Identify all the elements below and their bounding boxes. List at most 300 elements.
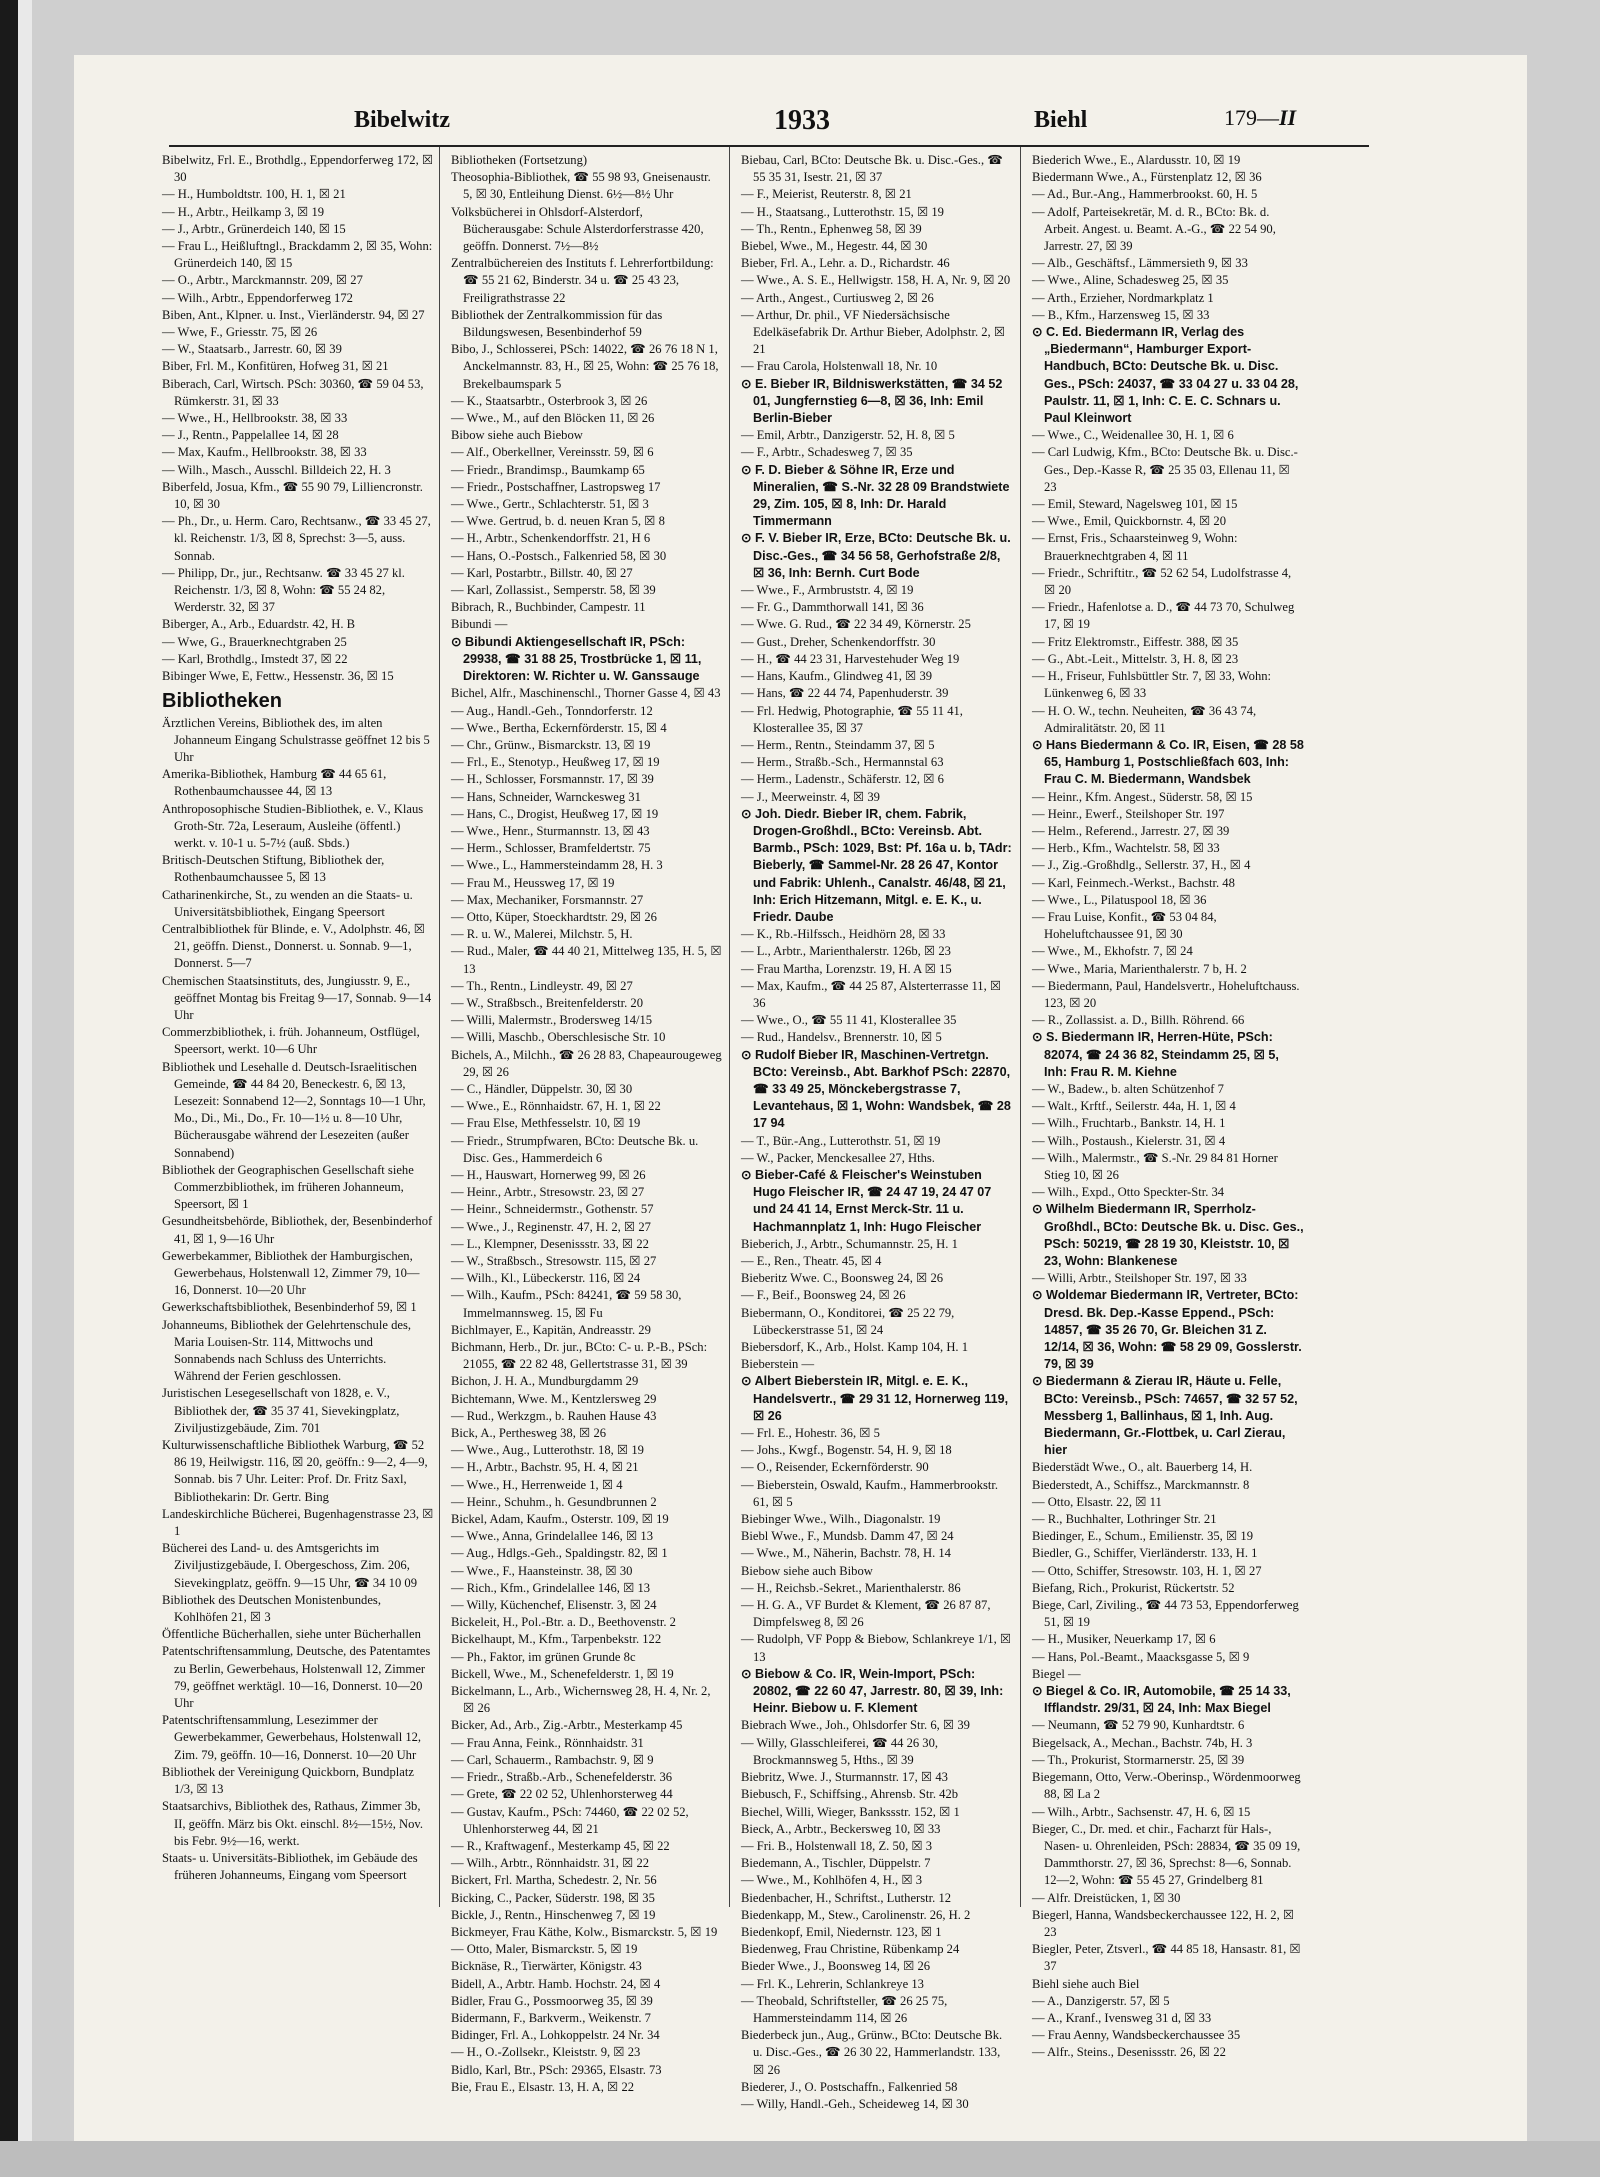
directory-entry: — Th., Rentn., Ephenweg 58, ☒ 39 — [741, 221, 922, 236]
directory-entry: — Frl. K., Lehrerin, Schlankreye 13 — [741, 1976, 924, 1991]
scan-edge-light — [18, 0, 32, 2177]
firm-entry: ⊙ Biegel & Co. IR, Automobile, ☎ 25 14 33, Ifflandstr. 29/31, ☒ 24, Inh: Max Biegel — [1032, 1684, 1291, 1716]
page-number-main: 179— — [1224, 105, 1279, 130]
directory-entry: Biedermann Wwe., A., Fürstenplatz 12, ☒ 36 — [1032, 170, 1262, 185]
directory-entry: — Frau Aenny, Wandsbeckerchaussee 35 — [1032, 2028, 1241, 2043]
directory-entry: — H., ☎ 44 23 31, Harvestehuder Weg 19 — [741, 651, 960, 666]
directory-entry: — Wwe., E., Rönnhaidstr. 67, H. 1, ☒ 22 — [451, 1099, 661, 1114]
directory-entry: — Ad., Bur.-Ang., Hammerbrookst. 60, H. 5 — [1032, 187, 1258, 202]
directory-entry: — Arth., Angest., Curtiusweg 2, ☒ 26 — [741, 290, 934, 305]
directory-entry: Bicker, Ad., Arb., Zig.-Arbtr., Mesterkamp 45 — [451, 1718, 683, 1733]
directory-entry: — J., Arbtr., Grünerdeich 140, ☒ 15 — [162, 221, 346, 236]
directory-entry: — Herm., Ladenstr., Schäferstr. 12, ☒ 6 — [741, 772, 944, 787]
firm-entry: ⊙ Biebow & Co. IR, Wein-Import, PSch: 20802, ☎ 22 60 47, Jarrestr. 80, ☒ 39, Inh: Heinr. Biebow u. F. Klement — [741, 1666, 1004, 1716]
directory-entry: — Ernst, Fris., Schaarsteinweg 9, Wohn: Brauerknechtgraben 4, ☒ 11 — [1032, 531, 1238, 563]
directory-entry: — Heinr., Ewerf., Steilshoper Str. 197 — [1032, 806, 1225, 821]
directory-entry: Bickert, Frl. Martha, Schedestr. 2, Nr. 56 — [451, 1873, 657, 1888]
directory-entry: Bibliothek des Deutschen Monistenbundes, Kohlhöfen 21, ☒ 3 — [162, 1592, 381, 1625]
directory-entry: Bibelwitz, Frl. E., Brothdlg., Eppendorferweg 172, ☒ 30 — [162, 153, 434, 185]
directory-entry: — W., Packer, Menckesallee 27, Hths. — [741, 1150, 935, 1165]
directory-entry: — Wwe., J., Reginenstr. 47, H. 2, ☒ 27 — [451, 1219, 651, 1234]
directory-entry: Gewerbekammer, Bibliothek der Hamburgischen, Gewerbehaus, Holstenwall 12, Zimmer 79, 10—16, Donnerst. 10—20 Uhr — [162, 1248, 420, 1298]
directory-entry: — Willy, Glasschleiferei, ☎ 44 26 30, Brockmannsweg 5, Hths., ☒ 39 — [741, 1735, 939, 1767]
directory-entry: Britisch-Deutschen Stiftung, Bibliothek der, Rothenbaumchaussee 5, ☒ 13 — [162, 853, 385, 885]
directory-entry: — Adolf, Parteisekretär, M. d. R., BCto: Bk. d. Arbeit. Angest. u. Beamt. A.-G., ☎ 22 54 90, Jarrestr. 27, ☒ 39 — [1032, 204, 1276, 254]
directory-entry: — H., Arbtr., Heilkamp 3, ☒ 19 — [162, 204, 325, 219]
directory-entry: Bickmeyer, Frau Käthe, Kolw., Bismarckstr. 5, ☒ 19 — [451, 1924, 718, 1939]
directory-entry: — H., Arbtr., Bachstr. 95, H. 4, ☒ 21 — [451, 1460, 639, 1475]
directory-entry: Biedler, G., Schiffer, Vierländerstr. 133, H. 1 — [1032, 1546, 1258, 1561]
directory-entry: — Emil, Steward, Nagelsweg 101, ☒ 15 — [1032, 497, 1238, 512]
directory-entry: Biedenkopf, Emil, Niedernstr. 123, ☒ 1 — [741, 1924, 942, 1939]
directory-entry: — Herm., Straßb.-Sch., Hermannstal 63 — [741, 755, 944, 770]
directory-entry: — Willi, Malermstr., Brodersweg 14/15 — [451, 1013, 653, 1028]
directory-entry: — Herb., Kfm., Wachtelstr. 58, ☒ 33 — [1032, 841, 1220, 856]
directory-entry: — Fr. G., Dammthorwall 141, ☒ 36 — [741, 600, 924, 615]
directory-entry: Staats- u. Universitäts-Bibliothek, im Gebäude des früheren Johanneums, Eingang vom Speersort — [162, 1850, 418, 1883]
directory-entry: — L., Klempner, Desenissstr. 33, ☒ 22 — [451, 1236, 649, 1251]
firm-entry: ⊙ Wilhelm Biedermann IR, Sperrholz-Großhdl., BCto: Deutsche Bk. u. Disc. Ges., PSch: 50219, ☎ 28 19 30, Kleiststr. 10, ☒ 23, Wohn: Blankenese — [1032, 1202, 1304, 1268]
directory-entry: Biederich Wwe., E., Alardusstr. 10, ☒ 19 — [1032, 153, 1241, 167]
directory-entry: — Rud., Handelsv., Brennerstr. 10, ☒ 5 — [741, 1030, 942, 1045]
directory-entry: — Hans, C., Drogist, Heußweg 17, ☒ 19 — [451, 806, 659, 821]
directory-entry: — Ph., Dr., u. Herm. Caro, Rechtsanw., ☎ 33 45 27, kl. Reichenstr. 1/3, ☒ 8, Sprechst: 3—5, auss. Sonnab. — [162, 514, 431, 563]
directory-entry: Bichlmayer, E., Kapitän, Andreasstr. 29 — [451, 1322, 651, 1337]
directory-entry: — Wilh., Postaush., Kielerstr. 31, ☒ 4 — [1032, 1133, 1226, 1148]
header-year: 1933 — [774, 105, 830, 136]
directory-entry: Bücherei des Land- u. des Amtsgerichts im Ziviljustizgebäude, I. Obergeschoss, Zim. 206, Sievekingplatz, geöffn. 9—15 Uhr, ☎ 34 10 09 — [162, 1541, 418, 1590]
directory-entry: — H., Schlosser, Forsmannstr. 17, ☒ 39 — [451, 772, 654, 787]
firm-entry: ⊙ Rudolf Bieber IR, Maschinen-Vertretgn. BCto: Vereinsb., Abt. Barkhof PSch: 22870, ☎ 33 49 25, Mönckebergstrasse 7, Levantehaus, ☒ 1, Wohn: Wandsbek, ☎ 28 17 94 — [741, 1047, 1011, 1131]
directory-entry: — Otto, Maler, Bismarckstr. 5, ☒ 19 — [451, 1942, 638, 1957]
directory-entry: Bibliotheken (Fortsetzung) — [451, 153, 588, 167]
directory-entry: — Frl. Hedwig, Photographie, ☎ 55 11 41, Klosterallee 35, ☒ 37 — [741, 703, 963, 735]
directory-entry: — Bieberstein, Oswald, Kaufm., Hammerbrookstr. 61, ☒ 5 — [741, 1477, 999, 1509]
directory-entry: — Frl., E., Stenotyp., Heußweg 17, ☒ 19 — [451, 755, 660, 770]
firm-entry: ⊙ C. Ed. Biedermann IR, Verlag des „Biedermann“, Hamburger Export-Handbuch, BCto: Deutsche Bk. u. Disc. Ges., PSch: 24037, ☎ 33 04 27 u. 33 04 28, Paulstr. 11, ☒ 1, Inh: C. E. C. Schnars u. Paul Kleinwort — [1032, 325, 1299, 426]
directory-entry: Commerzbibliothek, i. früh. Johanneum, Ostflügel, Speersort, werkt. 10—6 Uhr — [162, 1025, 420, 1057]
firm-entry: ⊙ Albert Bieberstein IR, Mitgl. e. E. K., Handelsvertr., ☎ 29 31 12, Hornerweg 119, ☒ 26 — [741, 1374, 1009, 1423]
directory-entry: Öffentliche Bücherhallen, siehe unter Bücherhallen — [162, 1627, 421, 1642]
directory-entry: — J., Zig.-Großhdlg., Sellerstr. 37, H., ☒ 4 — [1032, 858, 1251, 873]
directory-entry: — Wwe., Aline, Schadesweg 25, ☒ 35 — [1032, 273, 1229, 288]
firm-entry: ⊙ F. D. Bieber & Söhne IR, Erze und Mineralien, ☎ S.-Nr. 32 28 09 Brandstwiete 29, Zim. 105, ☒ 8, Inh: Dr. Harald Timmermann — [741, 462, 1010, 529]
firm-entry: ⊙ Joh. Diedr. Bieber IR, chem. Fabrik, Drogen-Großhdl., BCto: Vereinsb. Abt. Barmb., PSch: 1029, Bst: Pf. 16a u. b, TAdr: Bieberly, ☎ Sammel-Nr. 28 26 47, Kontor und Fabrik: Uhlenh., Canalstr. 46/48, ☒ 21, Inh: Erich Hitzemann, Mitgl. e. E. K., u. Friedr. Daube — [741, 806, 1012, 924]
directory-entry: — Wilh., Kl., Lübeckerstr. 116, ☒ 24 — [451, 1271, 641, 1286]
directory-entry: — Wwe., F., Armbruststr. 4, ☒ 19 — [741, 583, 914, 598]
directory-entry: Biederstädt Wwe., O., alt. Bauerberg 14, H. — [1032, 1460, 1253, 1475]
directory-entry: — R., Zollassist. a. D., Billh. Röhrend. 66 — [1032, 1013, 1245, 1028]
directory-entry: Biedinger, E., Schum., Emilienstr. 35, ☒ 19 — [1032, 1529, 1254, 1544]
directory-entry: Ärztlichen Vereins, Bibliothek des, im alten Johanneum Eingang Schulstrasse geöffnet 12 bis 5 Uhr — [162, 715, 430, 764]
directory-entry: — Wwe., F., Haansteinstr. 38, ☒ 30 — [451, 1563, 633, 1578]
directory-entry: — Wwe., Aug., Lutterothstr. 18, ☒ 19 — [451, 1443, 644, 1458]
directory-entry: Biben, Ant., Klpner. u. Inst., Vierländerstr. 94, ☒ 27 — [162, 307, 425, 322]
directory-entry: Biedemann, A., Tischler, Düppelstr. 7 — [741, 1856, 931, 1871]
directory-entry: Biebrach Wwe., Joh., Ohlsdorfer Str. 6, ☒ 39 — [741, 1718, 970, 1733]
directory-entry: — Wwe. G. Rud., ☎ 22 34 49, Körnerstr. 25 — [741, 617, 971, 632]
directory-entry: Biebusch, F., Schiffsing., Ahrensb. Str. 42b — [741, 1787, 959, 1802]
directory-entry: — Wwe., Bertha, Eckernförderstr. 15, ☒ 4 — [451, 720, 667, 735]
directory-entry: Catharinenkirche, St., zu wenden an die Staats- u. Universitätsbibliothek, Eingang Speersort — [162, 887, 413, 919]
directory-entry: Biebel, Wwe., M., Hegestr. 44, ☒ 30 — [741, 239, 928, 254]
directory-entry: — Herm., Rentn., Steindamm 37, ☒ 5 — [741, 737, 935, 752]
directory-entry: — Friedr., Schriftitr., ☎ 52 62 54, Ludolfstrasse 4, ☒ 20 — [1032, 565, 1292, 598]
directory-entry: — Johs., Kwgf., Bogenstr. 54, H. 9, ☒ 18 — [741, 1443, 952, 1458]
firm-entry: ⊙ Bieber-Café & Fleischer's Weinstuben Hugo Fleischer IR, ☎ 24 47 19, 24 47 07 und 24 41 14, Ernst Merck-Str. 11 u. Hachmannplatz 1, Inh: Hugo Fleischer — [741, 1167, 992, 1234]
directory-entry: — Helm., Referend., Jarrestr. 27, ☒ 39 — [1032, 823, 1230, 838]
directory-entry: — Wilh., Fruchtarb., Bankstr. 14, H. 1 — [1032, 1116, 1226, 1131]
directory-entry: — Hans, O.-Postsch., Falkenried 58, ☒ 30 — [451, 548, 667, 563]
directory-entry: — Wwe., Henr., Sturmannstr. 13, ☒ 43 — [451, 823, 650, 838]
page-number-suffix: II — [1279, 105, 1297, 130]
directory-entry: — Willi, Arbtr., Steilshoper Str. 197, ☒ 33 — [1032, 1271, 1247, 1286]
directory-entry: — F., Arbtr., Schadesweg 7, ☒ 35 — [741, 445, 913, 460]
directory-entry: — O., Arbtr., Marckmannstr. 209, ☒ 27 — [162, 273, 363, 288]
directory-entry: Chemischen Staatsinstituts, des, Jungiusstr. 9, E., geöffnet Montag bis Freitag 9—17, Sonnab. 9—14 Uhr — [162, 973, 432, 1022]
directory-entry: — Th., Prokurist, Stormarnerstr. 25, ☒ 39 — [1032, 1752, 1245, 1767]
directory-entry: — Carl, Schauerm., Rambachstr. 9, ☒ 9 — [451, 1752, 654, 1767]
directory-entry: — Max, Kaufm., ☎ 44 25 87, Alsterterrasse 11, ☒ 36 — [741, 978, 1002, 1010]
directory-entry: — Wilh., Malermstr., ☎ S.-Nr. 29 84 81 Horner Stieg 10, ☒ 26 — [1032, 1150, 1278, 1182]
directory-entry: — Wwe., A. S. E., Hellwigstr. 158, H. A, Nr. 9, ☒ 20 — [741, 273, 1011, 288]
directory-entry: Bickelhaupt, M., Kfm., Tarpenbekstr. 122 — [451, 1632, 662, 1647]
directory-entry: Theosophia-Bibliothek, ☎ 55 98 93, Gneisenaustr. 5, ☒ 30, Entleihung Dienst. 6½—8½ Uhr — [451, 170, 711, 202]
directory-entry: Biegelsack, A., Mechan., Bachstr. 74b, H. 3 — [1032, 1735, 1253, 1750]
directory-entry: Biber, Frl. M., Konfitüren, Hofweg 31, ☒ 21 — [162, 359, 389, 374]
directory-entry: — Friedr., Straßb.-Arb., Schenefelderstr. 36 — [451, 1770, 673, 1785]
directory-entry: — R., Buchhalter, Lothringer Str. 21 — [1032, 1512, 1217, 1527]
directory-entry: Bichel, Alfr., Maschinenschl., Thorner Gasse 4, ☒ 43 — [451, 686, 721, 701]
directory-entry: Biechel, Willi, Wieger, Bankssstr. 152, ☒ 1 — [741, 1804, 960, 1819]
directory-entry: — Frau Martha, Lorenzstr. 19, H. A ☒ 15 — [741, 961, 952, 976]
directory-entry: — H. O. W., techn. Neuheiten, ☎ 36 43 74, Admiralitätstr. 20, ☒ 11 — [1032, 703, 1257, 735]
directory-entry: Biederer, J., O. Postschaffn., Falkenried 58 — [741, 2079, 958, 2094]
directory-entry: — Emil, Arbtr., Danzigerstr. 52, H. 8, ☒ 5 — [741, 428, 955, 443]
header-right-name: Biehl — [1034, 107, 1088, 133]
firm-entry: ⊙ F. V. Bieber IR, Erze, BCto: Deutsche Bk. u. Disc.-Ges., ☎ 34 56 58, Gerhofstraße 2/8, ☒ 36, Inh: Bernh. Curt Bode — [741, 531, 1011, 580]
directory-entry: Biegler, Peter, Ztsverl., ☎ 44 85 18, Hansastr. 81, ☒ 37 — [1032, 1942, 1301, 1974]
directory-entry: Biederstedt, A., Schiffsz., Marckmannstr. 8 — [1032, 1477, 1250, 1492]
column-separator — [439, 147, 440, 1907]
directory-entry: — Friedr., Brandimsp., Baumkamp 65 — [451, 462, 645, 477]
directory-entry: — Frau Else, Methfesselstr. 10, ☒ 19 — [451, 1116, 641, 1131]
directory-entry: — Arth., Erzieher, Nordmarkplatz 1 — [1032, 290, 1214, 305]
directory-entry: — H., Hauswart, Hornerweg 99, ☒ 26 — [451, 1167, 646, 1182]
directory-entry: — H., Humboldtstr. 100, H. 1, ☒ 21 — [162, 187, 346, 202]
directory-entry: — Otto, Schiffer, Stresowstr. 103, H. 1, ☒ 27 — [1032, 1563, 1262, 1578]
directory-entry: — Wwe., M., Kohlhöfen 4, H., ☒ 3 — [741, 1873, 923, 1888]
directory-entry: — Hans, Schneider, Warnckesweg 31 — [451, 789, 641, 804]
directory-entry: — Karl, Postarbtr., Billstr. 40, ☒ 27 — [451, 565, 633, 580]
column-separator — [1020, 147, 1021, 1907]
directory-entry: Biedenbacher, H., Schriftst., Lutherstr. 12 — [741, 1890, 952, 1905]
directory-entry: — H. G. A., VF Burdet & Klement, ☎ 26 87 87, Dimpfelsweg 8, ☒ 26 — [741, 1598, 991, 1630]
directory-entry: — L., Arbtr., Marienthalerstr. 126b, ☒ 23 — [741, 944, 951, 959]
directory-entry: Bidlo, Karl, Btr., PSch: 29365, Elsastr. 73 — [451, 2062, 662, 2077]
directory-entry: Biebritz, Wwe. J., Sturmannstr. 17, ☒ 43 — [741, 1770, 948, 1785]
directory-entry: Gewerkschaftsbibliothek, Besenbinderhof 59, ☒ 1 — [162, 1300, 417, 1315]
firm-entry: ⊙ Hans Biedermann & Co. IR, Eisen, ☎ 28 58 65, Hamburg 1, Postschließfach 603, Inh: Frau C. M. Biedermann, Wandsbek — [1032, 737, 1304, 787]
directory-entry: Biegerl, Hanna, Wandsbeckerchaussee 122, H. 2, ☒ 23 — [1032, 1907, 1295, 1939]
firm-entry: ⊙ Bibundi Aktiengesellschaft IR, PSch: 29938, ☎ 31 88 25, Trostbrücke 1, ☒ 11, Direktoren: W. Richter u. W. Ganssauge — [451, 634, 702, 684]
directory-entry: Staatsarchivs, Bibliothek des, Rathaus, Zimmer 3b, II, geöffn. März bis Okt. einschl. 8½—15½, Nov. bis Febr. 9½—16, werkt. — [162, 1799, 424, 1848]
directory-entry: — H., Friseur, Fuhlsbüttler Str. 7, ☒ 33, Wohn: Lünkenweg 6, ☒ 33 — [1032, 669, 1272, 701]
column-separator — [729, 147, 730, 1907]
directory-entry: Bibow siehe auch Biebow — [451, 428, 583, 443]
directory-entry: — Aug., Hdlgs.-Geh., Spaldingstr. 82, ☒ 1 — [451, 1546, 668, 1561]
directory-entry: — K., Rb.-Hilfssch., Heidhörn 28, ☒ 33 — [741, 927, 946, 942]
directory-entry: — Theobald, Schriftsteller, ☎ 26 25 75, Hammersteindamm 114, ☒ 26 — [741, 1993, 948, 2025]
directory-entry: — Alfr. Dreistücken, 1, ☒ 30 — [1032, 1890, 1181, 1905]
directory-entry: — Wilh., Expd., Otto Speckter-Str. 34 — [1032, 1185, 1225, 1200]
directory-entry: Johanneums, Bibliothek der Gelehrtenschule des, Maria Louisen-Str. 114, Mittwochs und Sonnabends nach Schluss des Unterrichts. Während der Ferien geschlossen. — [162, 1317, 412, 1384]
directory-entry: Gesundheitsbehörde, Bibliothek, der, Besenbinderhof 41, ☒ 1, 9—16 Uhr — [162, 1214, 433, 1246]
directory-entry: — Heinr., Schneidermstr., Gothenstr. 57 — [451, 1202, 654, 1217]
directory-entry: Zentralbüchereien des Instituts f. Lehrerfortbildung: ☎ 55 21 62, Binderstr. 34 u. ☎ 25 43 23, Freiligrathstrasse 22 — [451, 256, 714, 305]
directory-entry: — Wilh., Kaufm., PSch: 84241, ☎ 59 58 30, Immelmannsweg. 15, ☒ Fu — [451, 1288, 682, 1320]
directory-entry: Biberach, Carl, Wirtsch. PSch: 30360, ☎ 59 04 53, Rümkerstr. 31, ☒ 33 — [162, 376, 424, 408]
directory-entry: — W., Staatsarb., Jarrestr. 60, ☒ 39 — [162, 342, 342, 357]
directory-entry: — Wilh., Arbtr., Eppendorferweg 172 — [162, 290, 353, 305]
directory-entry: — Carl Ludwig, Kfm., BCto: Deutsche Bk. u. Disc.-Ges., Dep.-Kasse R, ☎ 25 35 03, Ellenau 11, ☒ 23 — [1032, 445, 1298, 494]
directory-entry: Bickelmann, L., Arb., Wichernsweg 28, H. 4, Nr. 2, ☒ 26 — [451, 1684, 711, 1716]
directory-entry: Bidell, A., Arbtr. Hamb. Hochstr. 24, ☒ 4 — [451, 1976, 661, 1991]
directory-entry: — K., Staatsarbtr., Osterbrook 3, ☒ 26 — [451, 393, 648, 408]
directory-entry: Patentschriftensammlung, Deutsche, des Patentamtes zu Berlin, Gewerbehaus, Holstenwall 12, Zimmer 79, geöffnet werktägl. 10—16, Donnerst. 10—20 Uhr — [162, 1644, 431, 1711]
directory-entry: — H., Arbtr., Schenkendorffstr. 21, H 6 — [451, 531, 651, 546]
page-header — [74, 95, 1527, 135]
directory-entry: — Wwe., M., Ekhofstr. 7, ☒ 24 — [1032, 944, 1193, 959]
directory-entry: — Wwe, G., Brauerknechtgraben 25 — [162, 634, 347, 649]
directory-entry: Bicking, C., Packer, Süderstr. 198, ☒ 35 — [451, 1890, 655, 1905]
directory-entry: — Heinr., Schuhm., h. Gesundbrunnen 2 — [451, 1494, 657, 1509]
directory-entry: Biegel — — [1032, 1666, 1081, 1681]
directory-entry: — Frau Luise, Konfit., ☎ 53 04 84, Hoheluftchaussee 91, ☒ 30 — [1032, 909, 1217, 942]
directory-entry: — G., Abt.-Leit., Mittelstr. 3, H. 8, ☒ 23 — [1032, 651, 1239, 666]
directory-entry: — Heinr., Kfm. Angest., Süderstr. 58, ☒ 15 — [1032, 789, 1253, 804]
directory-page — [74, 55, 1527, 2141]
directory-entry: — Frau L., Heißluftngl., Brackdamm 2, ☒ 35, Wohn: Grünerdeich 140, ☒ 15 — [162, 239, 433, 271]
directory-entry: — B., Kfm., Harzensweg 15, ☒ 33 — [1032, 307, 1210, 322]
directory-entry: — Wilh., Masch., Ausschl. Billdeich 22, H. 3 — [162, 462, 391, 477]
directory-entry: Bieck, A., Arbtr., Beckersweg 10, ☒ 33 — [741, 1821, 941, 1836]
directory-entry: Biebow siehe auch Bibow — [741, 1563, 873, 1578]
directory-entry: — Frau Carola, Holstenwall 18, Nr. 10 — [741, 359, 938, 374]
directory-entry: Bickle, J., Rentn., Hinschenweg 7, ☒ 19 — [451, 1907, 656, 1922]
directory-entry: — Wwe., Emil, Quickbornstr. 4, ☒ 20 — [1032, 514, 1226, 529]
directory-entry: — O., Reisender, Eckernförderstr. 90 — [741, 1460, 929, 1475]
directory-entry: — T., Bür.-Ang., Lutterothstr. 51, ☒ 19 — [741, 1133, 941, 1148]
header-left-name: Bibelwitz — [354, 107, 450, 133]
directory-entry: Bieder Wwe., J., Boonsweg 14, ☒ 26 — [741, 1959, 931, 1974]
directory-entry: Bick, A., Perthesweg 38, ☒ 26 — [451, 1426, 607, 1441]
directory-entry: — Friedr., Hafenlotse a. D., ☎ 44 73 70, Schulweg 17, ☒ 19 — [1032, 600, 1295, 632]
directory-entry: — Wwe., Maria, Marienthalerstr. 7 b, H. 2 — [1032, 961, 1247, 976]
directory-entry: — H., Reichsb.-Sekret., Marienthalerstr. 86 — [741, 1580, 961, 1595]
directory-entry: — Rud., Maler, ☎ 44 40 21, Mittelweg 135, H. 5, ☒ 13 — [451, 944, 722, 976]
directory-entry: — E., Ren., Theatr. 45, ☒ 4 — [741, 1254, 882, 1268]
firm-entry: ⊙ S. Biedermann IR, Herren-Hüte, PSch: 82074, ☎ 24 36 82, Steindamm 25, ☒ 5, Inh: Frau R. M. Kiehne — [1032, 1030, 1279, 1079]
directory-column-1 — [162, 152, 434, 1952]
directory-entry: — Ph., Faktor, im grünen Grunde 8c — [451, 1649, 636, 1664]
directory-entry: Bichon, J. H. A., Mundburgdamm 29 — [451, 1374, 639, 1389]
firm-entry: ⊙ E. Bieber IR, Bildniswerkstätten, ☎ 34 52 01, Jungfernstieg 6—8, ☒ 36, Inh: Emil Berlin-Bieber — [741, 376, 1003, 426]
directory-entry: — Hans, Pol.-Beamt., Maacksgasse 5, ☒ 9 — [1032, 1649, 1250, 1664]
directory-entry: — Heinr., Arbtr., Stresowstr. 23, ☒ 27 — [451, 1185, 645, 1200]
directory-entry: Biebinger Wwe., Wilh., Diagonalstr. 19 — [741, 1512, 941, 1527]
directory-entry: — H., O.-Zollsekr., Kleiststr. 9, ☒ 23 — [451, 2045, 641, 2060]
directory-entry: — Hans, ☎ 22 44 74, Papenhuderstr. 39 — [741, 686, 949, 701]
directory-entry: Bichels, A., Milchh., ☎ 26 28 83, Chapeaurougeweg 29, ☒ 26 — [451, 1047, 722, 1079]
directory-entry: — Karl, Zollassist., Semperstr. 58, ☒ 39 — [451, 583, 656, 598]
directory-entry: — Walt., Krftf., Seilerstr. 44a, H. 1, ☒ 4 — [1032, 1099, 1236, 1114]
directory-entry: — Herm., Schlosser, Bramfeldertstr. 75 — [451, 841, 651, 856]
directory-entry: — Wwe., H., Herrenweide 1, ☒ 4 — [451, 1477, 623, 1492]
directory-entry: — Willy, Handl.-Geh., Scheideweg 14, ☒ 30 — [741, 2096, 969, 2111]
directory-entry: — Max, Kaufm., Hellbrookstr. 38, ☒ 33 — [162, 445, 367, 460]
directory-entry: Biebl Wwe., F., Mundsb. Damm 47, ☒ 24 — [741, 1529, 954, 1544]
directory-entry: Bichmann, Herb., Dr. jur., BCto: C- u. P.-B., PSch: 21055, ☎ 22 82 48, Gellertstrasse 31, ☒ 39 — [451, 1340, 708, 1372]
directory-entry: Biefang, Rich., Prokurist, Rückertstr. 52 — [1032, 1580, 1235, 1595]
directory-entry: Biederbeck jun., Aug., Grünw., BCto: Deutsche Bk. u. Disc.-Ges., ☎ 26 30 22, Hammerlandstr. 133, ☒ 26 — [741, 2028, 1003, 2077]
header-rule — [169, 145, 1369, 147]
directory-entry: — Wwe. Gertrud, b. d. neuen Kran 5, ☒ 8 — [451, 514, 665, 529]
directory-entry: — J., Meerweinstr. 4, ☒ 39 — [741, 789, 880, 804]
directory-entry: Biebau, Carl, BCto: Deutsche Bk. u. Disc.-Ges., ☎ 55 35 31, Isestr. 21, ☒ 37 — [741, 153, 1003, 185]
directory-entry: — Otto, Elsastr. 22, ☒ 11 — [1032, 1494, 1162, 1509]
directory-entry: Bibo, J., Schlosserei, PSch: 14022, ☎ 26 76 18 N 1, Anckelmannstr. 83, H., ☒ 25, Wohn: ☎ 25 76 18, Brekelbaumspark 5 — [451, 342, 719, 391]
directory-entry: — Gust., Dreher, Schenkendorffstr. 30 — [741, 634, 936, 649]
directory-entry: — Fri. B., Holstenwall 18, Z. 50, ☒ 3 — [741, 1838, 933, 1853]
directory-entry: Amerika-Bibliothek, Hamburg ☎ 44 65 61, Rothenbaumchaussee 44, ☒ 13 — [162, 767, 387, 799]
directory-entry: Bidermann, F., Barkverm., Weikenstr. 7 — [451, 2010, 651, 2025]
scan-bottom-strip — [0, 2141, 1600, 2177]
directory-entry: — Rich., Kfm., Grindelallee 146, ☒ 13 — [451, 1580, 651, 1595]
directory-entry: — W., Straßbsch., Breitenfelderstr. 20 — [451, 995, 644, 1010]
page-number — [1224, 105, 1296, 131]
directory-entry: — Wwe., M., Näherin, Bachstr. 78, H. 14 — [741, 1546, 951, 1561]
directory-column-2 — [451, 152, 723, 2094]
directory-entry: Volksbücherei in Ohlsdorf-Alsterdorf, Bücherausgabe: Schule Alsterdorferstrasse 420, geöffn. Donnerst. 7½—8½ — [451, 204, 704, 254]
directory-entry: — Alb., Geschäftsf., Lämmersieth 9, ☒ 33 — [1032, 256, 1248, 271]
firm-entry: ⊙ Biedermann & Zierau IR, Häute u. Felle, BCto: Vereinsb., PSch: 74657, ☎ 32 57 52, Messberg 1, Ballinhaus, ☒ 1, Inh. Aug. Biedermann, Gr.-Flottbek, u. Carl Zierau, hier — [1032, 1374, 1298, 1458]
directory-entry: — R. u. W., Malerei, Milchstr. 5, H. — [451, 927, 633, 942]
directory-entry: Biehl siehe auch Biel — [1032, 1976, 1140, 1991]
directory-entry: Biegemann, Otto, Verw.-Oberinsp., Wördenmoorweg 88, ☒ La 2 — [1032, 1770, 1301, 1802]
directory-entry: Bibinger Wwe, E, Fettw., Hessenstr. 36, ☒ 15 — [162, 669, 394, 684]
directory-entry: — Aug., Handl.-Geh., Tonndorferstr. 12 — [451, 703, 653, 718]
directory-entry: Anthroposophische Studien-Bibliothek, e. V., Klaus Groth-Str. 72a, Leseraum, Ausleihe (öffentl.) werkt. v. 10-1 u. 5-7½ (auß. Sbds.) — [162, 801, 424, 850]
directory-entry: — Wwe., Anna, Grindelallee 146, ☒ 13 — [451, 1529, 654, 1544]
directory-entry: — C., Händler, Düppelstr. 30, ☒ 30 — [451, 1081, 633, 1096]
directory-entry: — H., Staatsang., Lutterothstr. 15, ☒ 19 — [741, 204, 944, 219]
directory-entry: Bicknäse, R., Tierwärter, Königstr. 43 — [451, 1959, 642, 1974]
directory-entry: — Wwe., H., Hellbrookstr. 38, ☒ 33 — [162, 411, 348, 426]
directory-entry: Bichtemann, Wwe. M., Kentzlersweg 29 — [451, 1391, 657, 1406]
directory-entry: — Willi, Maschb., Oberschlesische Str. 10 — [451, 1030, 666, 1045]
directory-entry: Bieberich, J., Arbtr., Schumannstr. 25, H. 1 — [741, 1236, 958, 1251]
directory-entry: — Grete, ☎ 22 02 52, Uhlenhorsterweg 44 — [451, 1787, 673, 1802]
directory-entry: — Friedr., Postschaffner, Lastropsweg 17 — [451, 479, 661, 494]
directory-entry: Landeskirchliche Bücherei, Bugenhagenstrasse 23, ☒ 1 — [162, 1506, 434, 1539]
directory-entry: Biedenkapp, M., Stew., Carolinenstr. 26, H. 2 — [741, 1907, 971, 1922]
directory-entry: Bieberstein — — [741, 1357, 815, 1372]
directory-entry: — F., Meierist, Reuterstr. 8, ☒ 21 — [741, 187, 912, 202]
directory-entry: — Frau Anna, Feink., Rönnhaidstr. 31 — [451, 1735, 644, 1750]
directory-entry: — Wwe., M., auf den Blöcken 11, ☒ 26 — [451, 411, 655, 426]
directory-entry: Biberger, A., Arb., Eduardstr. 42, H. B — [162, 617, 356, 632]
directory-entry: — Biedermann, Paul, Handelsvertr., Hoheluftchauss. 123, ☒ 20 — [1032, 978, 1300, 1010]
directory-entry: — R., Kraftwagenf., Mesterkamp 45, ☒ 22 — [451, 1838, 670, 1853]
directory-entry: Biedenweg, Frau Christine, Rübenkamp 24 — [741, 1942, 960, 1957]
firm-entry: ⊙ Woldemar Biedermann IR, Vertreter, BCto: Dresd. Bk. Dep.-Kasse Eppend., PSch: 14857, ☎ 35 26 70, Gr. Bleichen 31 Z. 12/14, ☒ 36, Wohn: ☎ 58 29 09, Gosslerstr. 79, ☒ 39 — [1032, 1288, 1302, 1372]
directory-entry: — Chr., Grünw., Bismarckstr. 13, ☒ 19 — [451, 737, 651, 752]
directory-entry: — Wwe., Gertr., Schlachterstr. 51, ☒ 3 — [451, 497, 649, 512]
directory-entry: — Karl, Feinmech.-Werkst., Bachstr. 48 — [1032, 875, 1235, 890]
directory-entry: — Philipp, Dr., jur., Rechtsanw. ☎ 33 45 27 kl. Reichenstr. 1/3, ☒ 8, Wohn: ☎ 55 24 82, Werderstr. 32, ☒ 37 — [162, 565, 405, 615]
directory-entry: Kulturwissenschaftliche Bibliothek Warburg, ☎ 52 86 19, Heilwigstr. 116, ☒ 20, geöffn.: 9—2, 4—9, Sonnab. bis 7 Uhr. Leiter: Prof. Dr. Fritz Saxl, Bibliothekarin: Dr. Gertr. Bing — [162, 1438, 428, 1504]
directory-entry: — W., Badew., b. alten Schützenhof 7 — [1032, 1081, 1224, 1096]
directory-entry: — F., Beif., Boonsweg 24, ☒ 26 — [741, 1288, 906, 1303]
directory-entry: Bidinger, Frl. A., Lohkoppelstr. 24 Nr. 34 — [451, 2028, 660, 2043]
directory-entry: — W., Straßbsch., Stresowstr. 115, ☒ 27 — [451, 1254, 657, 1268]
directory-entry: — A., Kranf., Ivensweg 31 d, ☒ 33 — [1032, 2010, 1212, 2025]
directory-entry: — Wwe, F., Griesstr. 75, ☒ 26 — [162, 325, 318, 340]
directory-entry: Bibrach, R., Buchbinder, Campestr. 11 — [451, 600, 646, 615]
directory-entry: Bibliothek der Vereinigung Quickborn, Bundplatz 1/3, ☒ 13 — [162, 1764, 414, 1797]
directory-entry: — Willy, Küchenchef, Elisenstr. 3, ☒ 24 — [451, 1598, 657, 1613]
directory-entry: — Alf., Oberkellner, Vereinsstr. 59, ☒ 6 — [451, 445, 654, 460]
directory-entry: Bickel, Adam, Kaufm., Osterstr. 109, ☒ 19 — [451, 1512, 669, 1527]
directory-entry: Bidler, Frau G., Possmoorweg 35, ☒ 39 — [451, 1993, 653, 2008]
directory-column-4 — [1032, 152, 1304, 2060]
directory-entry: — Rud., Werkzgm., b. Rauhen Hause 43 — [451, 1408, 657, 1423]
directory-entry: Biebersdorf, K., Arb., Holst. Kamp 104, H. 1 — [741, 1340, 969, 1355]
directory-entry: — Frl. E., Hohestr. 36, ☒ 5 — [741, 1426, 880, 1441]
directory-entry: — Th., Rentn., Lindleystr. 49, ☒ 27 — [451, 978, 633, 993]
directory-entry: — A., Danzigerstr. 57, ☒ 5 — [1032, 1993, 1170, 2008]
directory-entry: Bibliothek der Zentralkommission für das Bildungswesen, Besenbinderhof 59 — [451, 307, 663, 340]
directory-entry: — Otto, Küper, Stoeckhardtstr. 29, ☒ 26 — [451, 909, 657, 924]
directory-entry: Bickell, Wwe., M., Schenefelderstr. 1, ☒ 19 — [451, 1666, 674, 1681]
directory-entry: — Rudolph, VF Popp & Biebow, Schlankreye 1/1, ☒ 13 — [741, 1632, 1012, 1664]
directory-entry: — Max, Mechaniker, Forsmannstr. 27 — [451, 892, 644, 907]
directory-entry: Bickeleit, H., Pol.-Btr. a. D., Beethovenstr. 2 — [451, 1615, 676, 1630]
directory-entry: — J., Rentn., Pappelallee 14, ☒ 28 — [162, 428, 339, 443]
section-heading: Bibliotheken — [162, 690, 283, 713]
directory-entry: — Arthur, Dr. phil., VF Niedersächsische Edelkäsefabrik Dr. Arthur Bieber, Adolphstr. 2, ☒ 21 — [741, 307, 1006, 357]
directory-entry: Centralbibliothek für Blinde, e. V., Adolphstr. 46, ☒ 21, geöffn. Dienst., Donnerst. u. Sonnab. 9—1, Donnerst. 5—7 — [162, 921, 426, 971]
directory-entry: — Wwe., C., Weidenallee 30, H. 1, ☒ 6 — [1032, 428, 1234, 443]
directory-entry: Bie, Frau E., Elsastr. 13, H. A, ☒ 22 — [451, 2079, 635, 2094]
directory-entry: — Alfr., Steins., Desenissstr. 26, ☒ 22 — [1032, 2045, 1226, 2060]
directory-entry: Biberfeld, Josua, Kfm., ☎ 55 90 79, Lilliencronstr. 10, ☒ 30 — [162, 479, 423, 512]
directory-entry: Bibliothek und Lesehalle d. Deutsch-Israelitischen Gemeinde, ☎ 44 84 20, Beneckestr. 6, ☒ 13, Lesezeit: Sonnabend 12—2, Sonntags 10—1 Uhr, Mo., Di., Mi., Do., Fr. 10—1½ u. 8—10 Uhr, Bücherausgabe während der Lesezeiten (außer Sonnabend) — [162, 1059, 426, 1160]
directory-entry: — Frau M., Heussweg 17, ☒ 19 — [451, 875, 615, 890]
directory-entry: — Hans, Kaufm., Glindweg 41, ☒ 39 — [741, 669, 933, 684]
directory-entry: — Karl, Brothdlg., Imstedt 37, ☒ 22 — [162, 651, 348, 666]
directory-entry: — Neumann, ☎ 52 79 90, Kunhardtstr. 6 — [1032, 1718, 1245, 1733]
directory-entry: — Wwe., L., Hammersteindamm 28, H. 3 — [451, 858, 663, 873]
directory-entry: — Wwe., L., Pilatuspool 18, ☒ 36 — [1032, 892, 1207, 907]
directory-entry: Biege, Carl, Ziviling., ☎ 44 73 53, Eppendorferweg 51, ☒ 19 — [1032, 1598, 1299, 1630]
directory-entry: Bibliothek der Geographischen Gesellschaft siehe Commerzbibliothek, im früheren Johanneum, Speersort, ☒ 1 — [162, 1162, 414, 1212]
directory-entry: — Gustav, Kaufm., PSch: 74460, ☎ 22 02 52, Uhlenhorsterweg 44, ☒ 21 — [451, 1804, 689, 1836]
directory-entry: Juristischen Lesegesellschaft von 1828, e. V., Bibliothek der, ☎ 35 37 41, Sievekingplatz, Ziviljustizgebäude, Zim. 701 — [162, 1386, 400, 1435]
directory-column-3 — [741, 152, 1013, 2111]
directory-entry: — Friedr., Strumpfwaren, BCto: Deutsche Bk. u. Disc. Ges., Hammerdeich 6 — [451, 1133, 699, 1165]
